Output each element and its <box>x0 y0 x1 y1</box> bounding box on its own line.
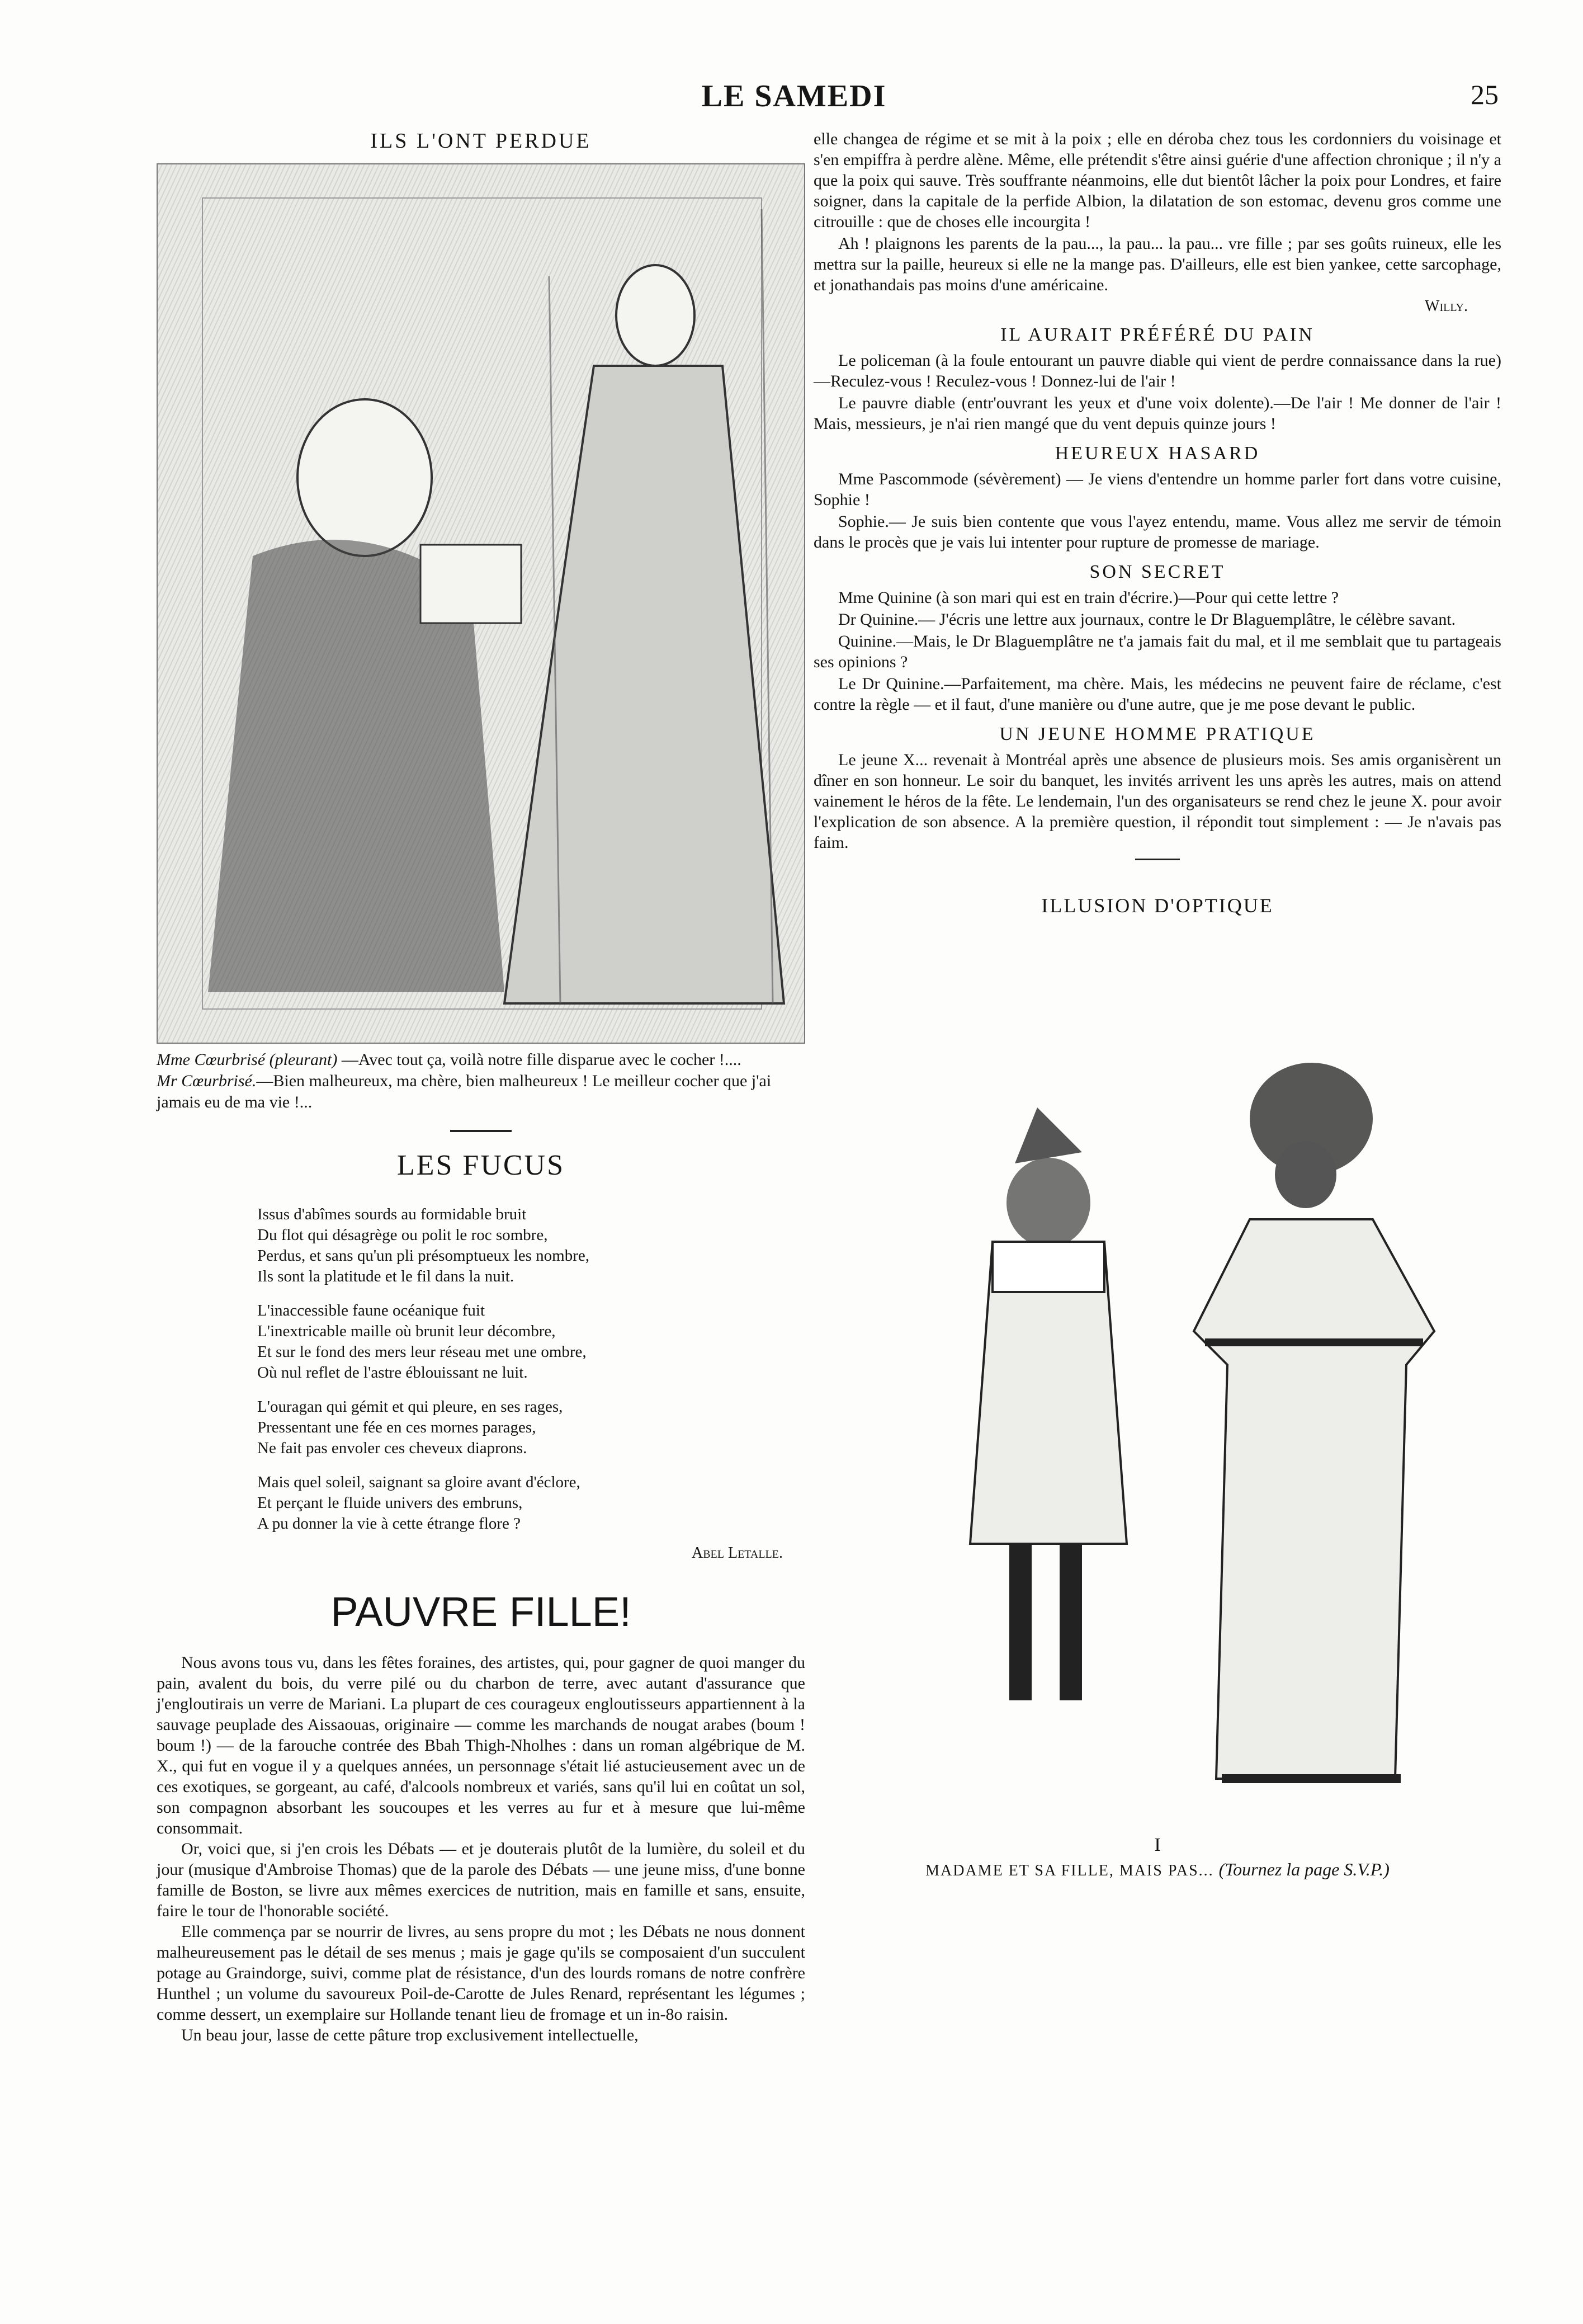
article-paragraph: Elle commença par se nourrir de livres, au sens propre du mot ; les Débats ne nous donnent malheureusement pas le détail de ses menus ; mais je gage qu'ils se composaient d'un succulent potage au Graindorge, suivi, comme plat de résistance, d'un des lourds romans de notre confrère Hunthel ; un volume du savoureux Poil-de-Carotte de Jules Renard, représentant les légumes ; comme dessert, un exemplaire sur Hollande tenant lieu de fromage et un in-8o raisin. <box>157 1922 805 2024</box>
section-body <box>814 587 1501 715</box>
article-paragraph: Nous avons tous vu, dans les fêtes foraines, des artistes, qui, pour gagner de quoi manger du pain, avalent du bois, du verre pilé ou du charbon de terre, avec autant d'assurance que j'engloutirais un verre de Mariani. La plupart de ces courageux engloutisseurs appartiennent à la sauvage peuplade des Aissaouas, originaire — comme les marchands de nougat arabes (boum ! boum !) — de la farouche contrée des Bbah Thigh-Nholhes : dans un roman algébrique de M. X., qui fut en vogue il y a quelques années, un personnage s'était lié astucieusement avec un de ces exotiques, se gorgeant, au café, d'alcools nombreux et variés, sans qu'il lui en coûtat un sol, son compagnon absorbant les soucoupes et les verres au fur et à mesure que lui-même consommait. <box>157 1653 805 1837</box>
section-paragraph: Dr Quinine.— J'écris une lettre aux journaux, contre le Dr Blaguemplâtre, le célèbre savant. <box>838 610 1456 629</box>
poem-line: Ne fait pas envoler ces cheveux diaprons. <box>257 1439 527 1457</box>
page-number: 25 <box>1471 79 1499 110</box>
section-body <box>814 749 1501 853</box>
poem-stanza <box>257 1204 805 1287</box>
poem-stanza <box>257 1300 805 1383</box>
section-title: SON SECRET <box>1089 562 1226 582</box>
poem-line: Et sur le fond des mers leur réseau met une ombre, <box>257 1343 587 1361</box>
poem-stanza <box>257 1397 805 1459</box>
article-paragraph: Ah ! plaignons les parents de la pau..., la pau... la pau... vre fille ; par ses goûts ruineux, elle les mettra sur la paille, heureux si elle ne la mange pas. D'ailleurs, elle est bien yankee, cette sarcophage, et jonathandais pas moins d'une américaine. <box>814 234 1501 294</box>
newspaper-title: LE SAMEDI <box>701 79 887 114</box>
illustration-title: ILS L'ONT PERDUE <box>370 129 592 153</box>
poem-line: Issus d'abîmes sourds au formidable bruit <box>257 1205 527 1223</box>
poem-line: L'inaccessible faune océanique fuit <box>257 1302 485 1319</box>
figure-caption-italic: (Tournez la page S.V.P.) <box>1218 1859 1390 1879</box>
poem-author: Abel Letalle. <box>691 1544 783 1562</box>
caption-text-2: —Bien malheureux, ma chère, bien malheureux ! Le meilleur cocher que j'ai jamais eu de ma vie !... <box>157 1072 772 1111</box>
section-rule <box>450 1130 512 1132</box>
section-title: HEUREUX HASARD <box>1055 443 1260 464</box>
section-body <box>814 469 1501 553</box>
illustration-mother-daughter <box>814 940 1501 1823</box>
article-title: PAUVRE FILLE! <box>330 1588 631 1635</box>
illustration-couple-reading <box>157 163 805 1044</box>
poem-line: Mais quel soleil, saignant sa gloire avant d'éclore, <box>257 1473 580 1491</box>
section-rule <box>1135 859 1180 860</box>
illustration-caption <box>157 1049 805 1113</box>
section-paragraph: Le Dr Quinine.—Parfaitement, ma chère. Mais, les médecins ne peuvent faire de réclame, c'est contre la règle — et il faut, d'une manière ou d'une autre, que je me pose devant le public. <box>814 675 1501 714</box>
poem-line: Et perçant le fluide univers des embruns, <box>257 1494 523 1512</box>
poem-body <box>257 1204 805 1534</box>
section-paragraph: Le pauvre diable (entr'ouvrant les yeux et d'une voix dolente).—De l'air ! Me donner de l'air ! Mais, messieurs, je n'ai rien mangé que du vent depuis quinze jours ! <box>814 394 1501 433</box>
engraving-sketch <box>158 164 804 1040</box>
article-paragraph: Un beau jour, lasse de cette pâture trop exclusivement intellectuelle, <box>181 2026 639 2044</box>
caption-line-1 <box>157 1049 805 1071</box>
illustration-title: ILLUSION D'OPTIQUE <box>1041 894 1274 917</box>
section-paragraph: Mme Pascommode (sévèrement) — Je viens d'entendre un homme parler fort dans votre cuisine, Sophie ! <box>814 470 1501 509</box>
article-continuation <box>814 129 1501 295</box>
caption-text-1: —Avec tout ça, voilà notre fille disparue avec le cocher !.... <box>337 1050 741 1069</box>
poem-line: Ils sont la platitude et le fil dans la nuit. <box>257 1267 514 1285</box>
poem-line: Du flot qui désagrège ou polit le roc sombre, <box>257 1226 548 1244</box>
section-paragraph: Le jeune X... revenait à Montréal après une absence de plusieurs mois. Ses amis organisèrent un dîner en son honneur. Le soir du banquet, les invités arrivent les uns après les autres, mais on attend vainement le héros de la fête. Le lendemain, l'un des organisateurs se rend chez le jeune X. pour avoir l'explication de son absence. A la première question, il répondit tout simplement : — Je n'avais pas faim. <box>814 751 1501 852</box>
figure-caption <box>814 1859 1501 1880</box>
figure-caption-text: MADAME ET SA FILLE, MAIS PAS... <box>925 1862 1214 1879</box>
section-body <box>814 350 1501 434</box>
section-title: UN JEUNE HOMME PRATIQUE <box>999 724 1316 744</box>
right-column <box>814 129 1501 1880</box>
caption-line-2 <box>157 1071 805 1113</box>
poem-line: Où nul reflet de l'astre éblouissant ne luit. <box>257 1364 528 1382</box>
section-paragraph: Sophie.— Je suis bien contente que vous l'ayez entendu, mame. Vous allez me servir de témoin dans le procès que je vais lui intenter pour rupture de promesse de mariage. <box>814 512 1501 551</box>
article-paragraph: Or, voici que, si j'en crois les Débats — et je douterais plutôt de la lumière, du soleil et du jour (musique d'Ambroise Thomas) que de la parole des Débats — une jeune miss, d'une bonne famille de Boston, se livre aux mêmes exercices de nutrition, mais en famille et sans, ensuite, faire le tour de l'honorable société. <box>157 1840 805 1920</box>
section-paragraph: Quinine.—Mais, le Dr Blaguemplâtre ne t'a jamais fait du mal, et il me semblait que tu partageais ses opinions ? <box>814 632 1501 671</box>
article-paragraph: elle changea de régime et se mit à la poix ; elle en déroba chez tous les cordonniers du voisinage et s'en empiffra à perdre alène. Même, elle prétendit s'être ainsi guérie d'une affection chronique ; il n'y a que la poix qui sauve. Très souffrante néanmoins, elle dut bientôt lâcher la poix pour Londres, et faire soigner, dans la capitale de la perfide Albion, la dilatation de son estomac, devenu gros comme une citrouille : que de choses elle incourgita ! <box>814 130 1501 231</box>
poem-line: L'ouragan qui gémit et qui pleure, en ses rages, <box>257 1398 563 1416</box>
section-title: IL AURAIT PRÉFÉRÉ DU PAIN <box>1000 324 1315 345</box>
caption-speaker-2: Mr Cœurbrisé. <box>157 1072 257 1090</box>
section-paragraph: Mme Quinine (à son mari qui est en train d'écrire.)—Pour qui cette lettre ? <box>838 588 1339 607</box>
figure-number: I <box>1154 1835 1161 1855</box>
left-column <box>157 129 805 2045</box>
poem-line: Pressentant une fée en ces mornes parages, <box>257 1418 536 1436</box>
article-body <box>157 1652 805 2045</box>
section-paragraph: Le policeman (à la foule entourant un pauvre diable qui vient de perdre connaissance dans la rue) —Reculez-vous ! Reculez-vous ! Donnez-lui de l'air ! <box>814 351 1501 390</box>
engraving-figures <box>814 940 1501 1823</box>
poem-line: Perdus, et sans qu'un pli présomptueux les nombre, <box>257 1247 590 1265</box>
article-author: Willy. <box>1425 298 1468 315</box>
poem-stanza <box>257 1472 805 1534</box>
caption-speaker-1: Mme Cœurbrisé (pleurant) <box>157 1050 338 1069</box>
poem-line: A pu donner la vie à cette étrange flore ? <box>257 1515 521 1533</box>
poem-title: LES FUCUS <box>396 1149 565 1181</box>
poem-line: L'inextricable maille où brunit leur décombre, <box>257 1322 556 1340</box>
